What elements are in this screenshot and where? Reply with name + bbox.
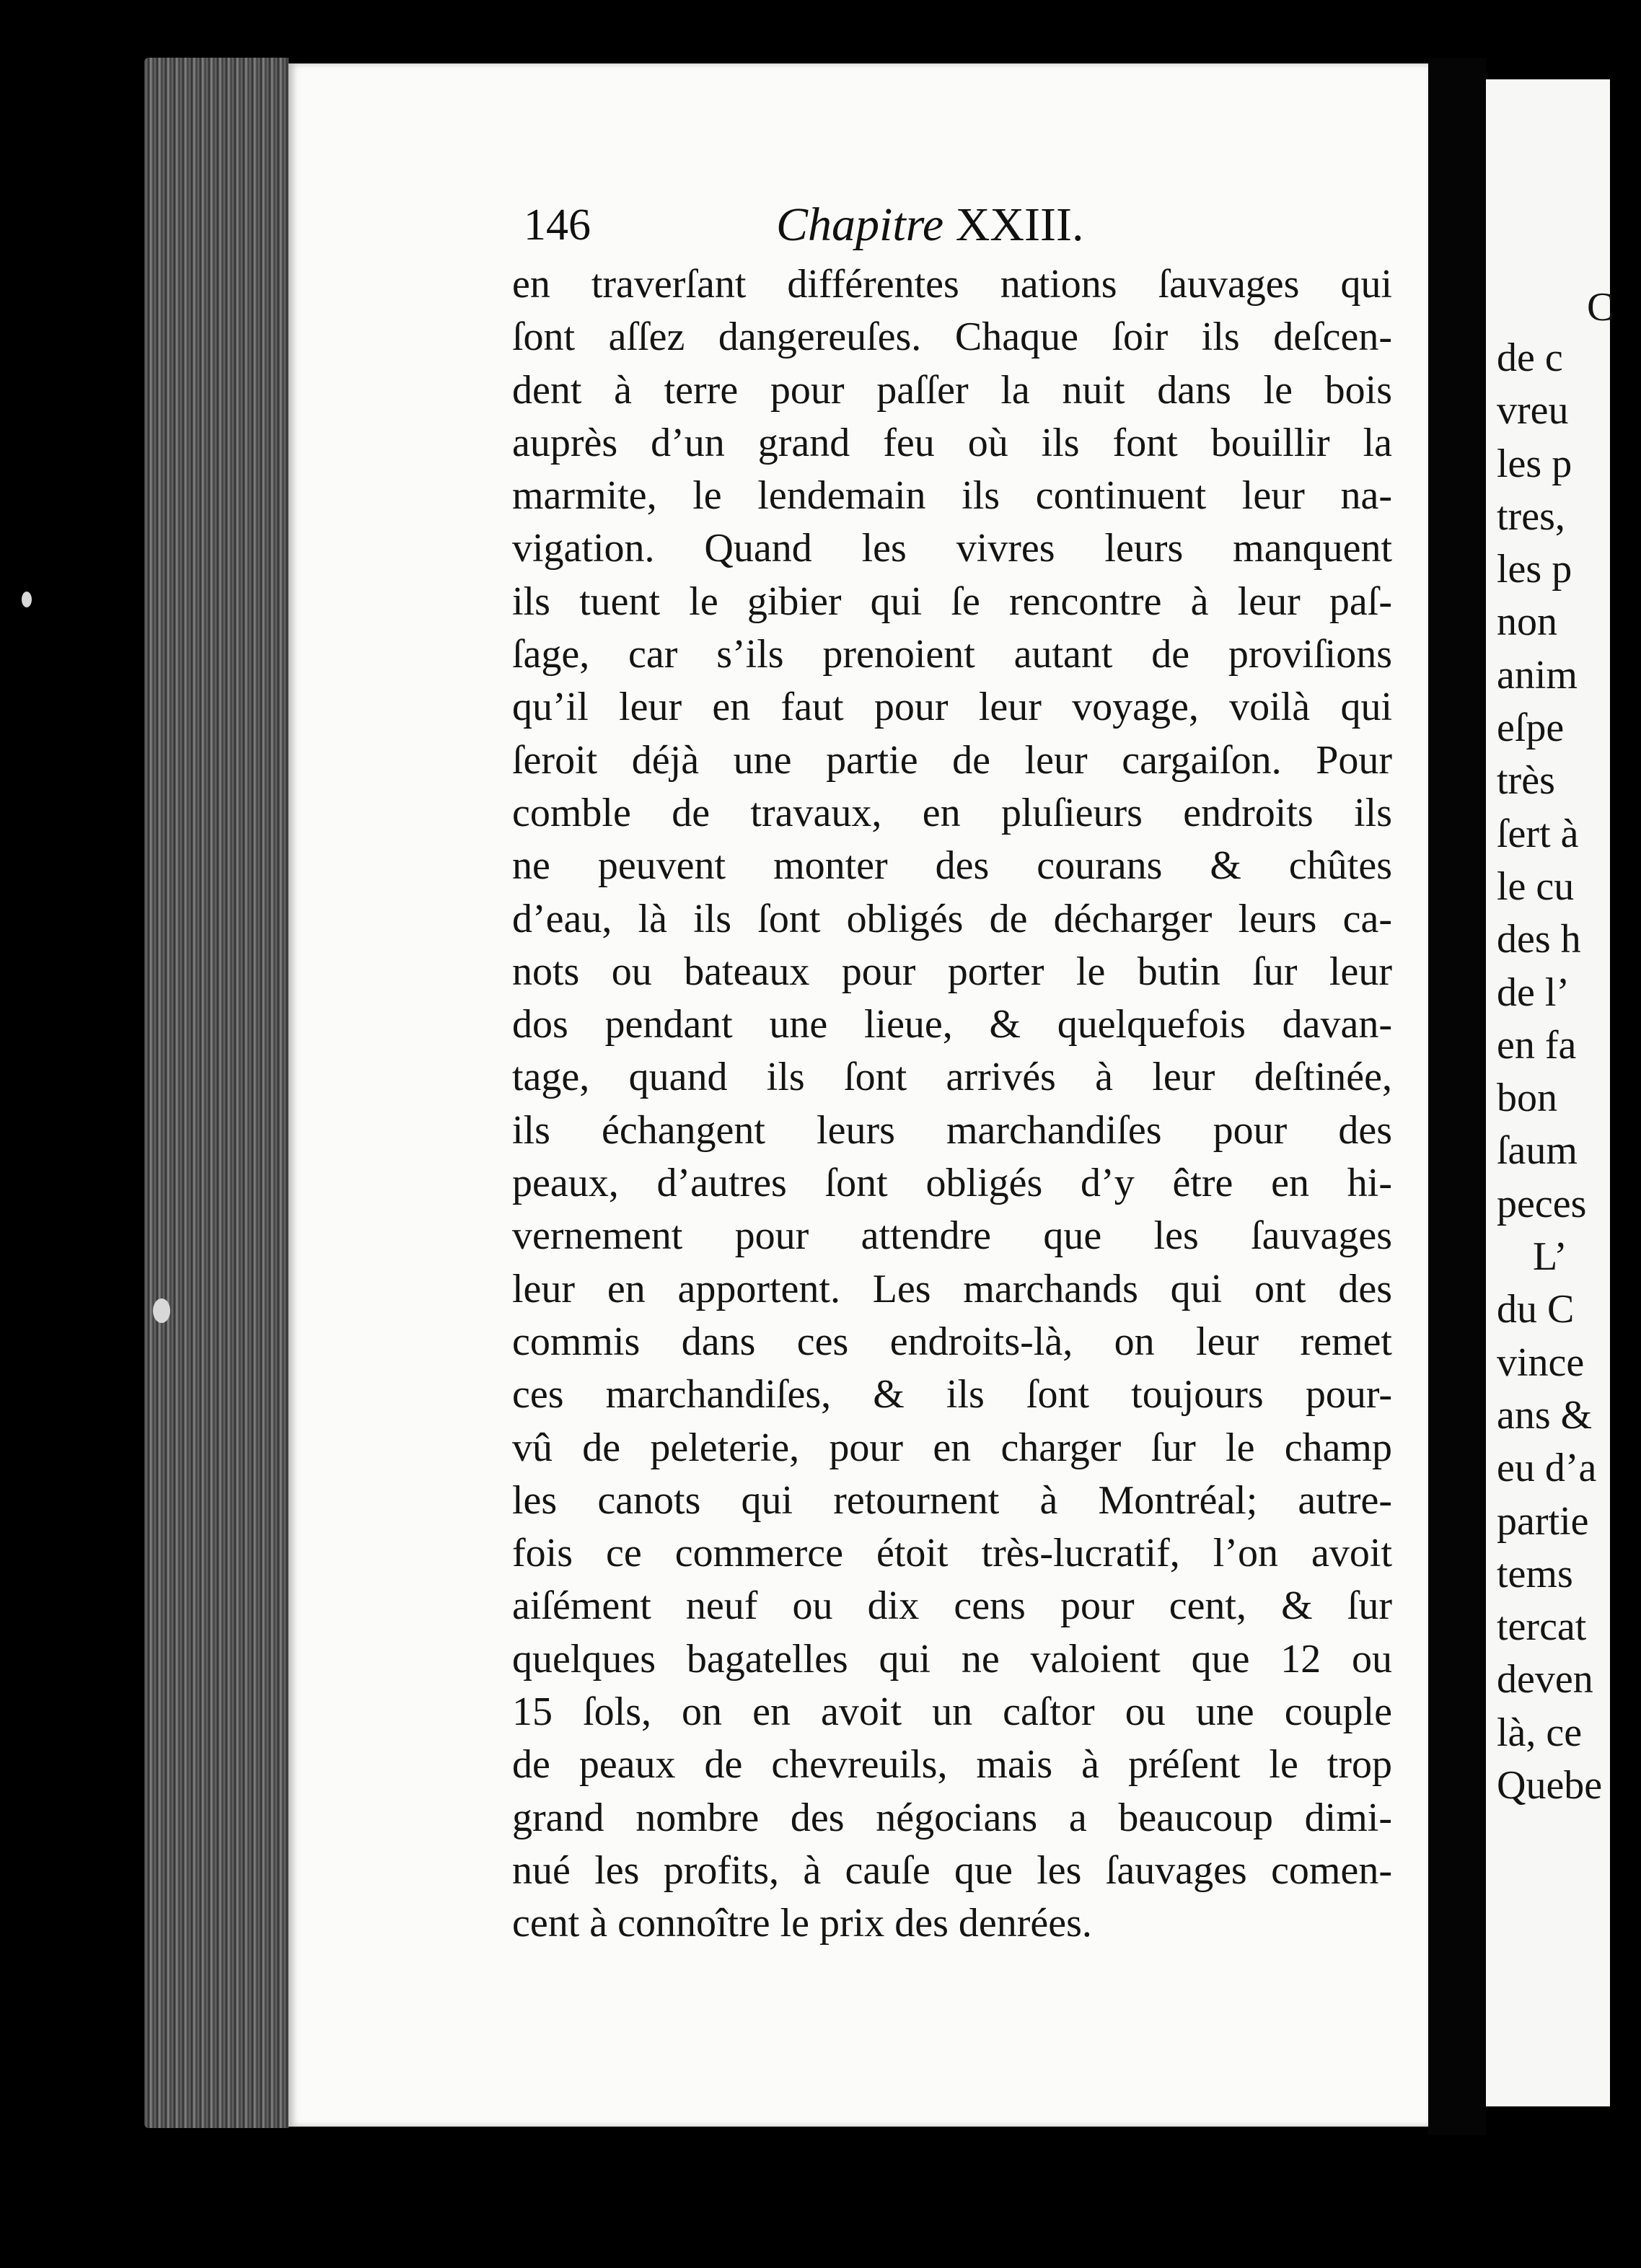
right-text-fragment: eu d’a <box>1497 1446 1597 1491</box>
text-line: peaux, d’autres ſont obligés d’y être en hi- <box>512 1161 1392 1206</box>
right-text-fragment: L’ <box>1533 1234 1567 1280</box>
text-line: ils tuent le gibier qui ſe rencontre à leur paſ- <box>512 579 1392 624</box>
chapter-number: XXIII. <box>955 198 1084 251</box>
right-text-fragment: du C <box>1497 1287 1575 1332</box>
margin-speck <box>153 1298 170 1323</box>
right-text-fragment: les p <box>1497 547 1572 592</box>
right-text-fragment: là, ce <box>1497 1710 1583 1755</box>
text-line: commis dans ces endroits-là, on leur remet <box>512 1319 1392 1364</box>
text-line: dos pendant une lieue, & quelquefois davan- <box>512 1002 1392 1047</box>
right-text-fragment: partie <box>1497 1498 1589 1544</box>
right-text-fragment: ans & <box>1497 1392 1593 1438</box>
text-line: quelques bagatelles qui ne valoient que 12 ou <box>512 1636 1392 1682</box>
text-line: cent à connoître le prix des denrées. <box>512 1901 1092 1946</box>
right-text-fragment: anim <box>1497 652 1578 698</box>
text-line: comble de travaux, en pluſieurs endroits ils <box>512 790 1392 835</box>
text-line: fois ce commerce étoit très-lucratif, l’on avoit <box>512 1531 1392 1576</box>
right-text-fragment: bon <box>1497 1076 1557 1121</box>
right-text-fragment: ſert à <box>1497 811 1579 856</box>
text-line: vigation. Quand les vivres leurs manquent <box>512 526 1392 571</box>
right-text-fragment: tres, <box>1497 493 1565 539</box>
text-line: aiſément neuf ou dix cens pour cent, & ſur <box>512 1583 1392 1629</box>
margin-speck <box>22 592 32 607</box>
right-text-fragment: vince <box>1497 1340 1585 1385</box>
right-page-initial: C <box>1587 285 1614 330</box>
text-line: leur en apportent. Les marchands qui ont des <box>512 1266 1392 1311</box>
right-text-fragment: peces <box>1497 1181 1587 1226</box>
text-line: marmite, le lendemain ils continuent leur na- <box>512 473 1392 519</box>
right-text-fragment: de l’ <box>1497 970 1570 1015</box>
right-text-fragment: des h <box>1497 917 1581 962</box>
chapter-heading <box>776 189 1084 261</box>
text-line: tage, quand ils ſont arrivés à leur deſtinée, <box>512 1055 1392 1100</box>
text-line: d’eau, là ils ſont obligés de décharger leurs ca- <box>512 896 1392 941</box>
right-text-fragment: les p <box>1497 441 1572 486</box>
running-header <box>524 189 1389 261</box>
page-gutter <box>1428 58 1486 2135</box>
text-line: ſont aſſez dangereuſes. Chaque ſoir ils deſcen- <box>512 315 1392 360</box>
chapter-word: Chapitre <box>776 198 944 251</box>
main-text-block <box>512 258 1392 1951</box>
text-line: auprès d’un grand feu où ils font bouillir la <box>512 420 1392 465</box>
text-line: ſage, car s’ils prenoient autant de proviſions <box>512 632 1392 677</box>
right-text-fragment: Quebe <box>1497 1763 1603 1808</box>
book-spine-edge <box>144 58 289 2128</box>
right-text-fragment: deven <box>1497 1657 1593 1702</box>
right-text-fragment: vreu <box>1497 388 1569 434</box>
right-text-fragment: tercat <box>1497 1604 1587 1650</box>
text-line: ils échangent leurs marchandiſes pour des <box>512 1107 1392 1153</box>
text-line: de peaux de chevreuils, mais à préſent le trop <box>512 1742 1392 1788</box>
text-line: vû de peleterie, pour en charger ſur le champ <box>512 1425 1392 1470</box>
text-line: vernement pour attendre que les ſauvages <box>512 1213 1392 1259</box>
right-text-fragment: très <box>1497 758 1555 804</box>
text-line: ne peuvent monter des courans & chûtes <box>512 843 1392 889</box>
text-line: les canots qui retournent à Montréal; autre- <box>512 1477 1392 1523</box>
right-text-fragment: ſaum <box>1497 1128 1578 1174</box>
right-text-fragment: le cu <box>1497 863 1575 909</box>
right-text-fragment: non <box>1497 599 1557 645</box>
right-text-fragment: tems <box>1497 1551 1573 1596</box>
text-line: dent à terre pour paſſer la nuit dans le bois <box>512 367 1392 413</box>
text-line: nots ou bateaux pour porter le butin ſur leur <box>512 949 1392 994</box>
text-line: en traverſant différentes nations ſauvages qui <box>512 262 1392 307</box>
page-number: 146 <box>524 201 591 250</box>
text-line: nué les profits, à cauſe que les ſauvages comen- <box>512 1847 1392 1893</box>
right-text-fragment: de c <box>1497 335 1563 380</box>
text-line: grand nombre des négocians a beaucoup dimi- <box>512 1795 1392 1840</box>
text-line: qu’il leur en faut pour leur voyage, voilà qui <box>512 685 1392 730</box>
text-line: ſeroit déjà une partie de leur cargaiſon. Pour <box>512 737 1392 783</box>
right-text-fragment: eſpe <box>1497 706 1565 751</box>
right-text-fragment: en fa <box>1497 1022 1577 1068</box>
text-line: 15 ſols, on en avoit un caſtor ou une couple <box>512 1689 1392 1735</box>
text-line: ces marchandiſes, & ils ſont toujours pour- <box>512 1372 1392 1418</box>
